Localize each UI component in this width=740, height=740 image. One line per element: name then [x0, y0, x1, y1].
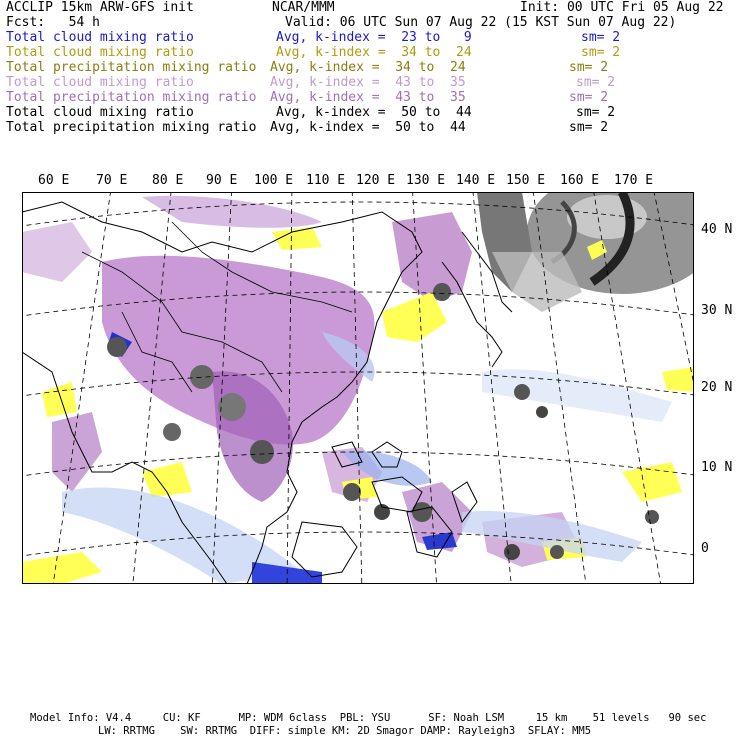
model-title: ACCLIP 15km ARW-GFS init	[6, 0, 194, 15]
model-info-line2: LW: RRTMG SW: RRTMG DIFF: simple KM: 2D Smagor DAMP: Rayleigh3 SFLAY: MM5	[98, 725, 592, 737]
model-info-line1: Model Info: V4.4 CU: KF MP: WDM 6class PBL: YSU SF: Noah LSM 15 km 51 levels 90 sec	[30, 712, 707, 724]
latitude-label: 40 N	[701, 222, 733, 237]
convection-cell	[645, 510, 659, 524]
latitude-label: 10 N	[701, 460, 733, 475]
field-name: Total precipitation mixing ratio	[6, 120, 257, 135]
field-smoothing: sm= 2	[581, 45, 621, 60]
convection-cell	[107, 337, 127, 357]
convection-cell	[433, 283, 451, 301]
longitude-label: 100 E	[254, 173, 294, 188]
field-name: Total cloud mixing ratio	[6, 75, 194, 90]
field-method: Avg, k-index = 23 to 9	[276, 30, 472, 45]
field-method: Avg, k-index = 43 to 35	[270, 75, 466, 90]
forecast-hour: Fcst: 54 h	[6, 15, 100, 30]
latitude-label: 0	[701, 541, 709, 556]
field-smoothing: sm= 2	[576, 105, 616, 120]
field-name: Total cloud mixing ratio	[6, 105, 194, 120]
field-smoothing: sm= 2	[569, 120, 609, 135]
longitude-label: 170 E	[614, 173, 654, 188]
convection-cell	[550, 545, 564, 559]
convection-cell	[163, 423, 181, 441]
convection-cell	[504, 544, 520, 560]
field-name: Total cloud mixing ratio	[6, 45, 194, 60]
field-smoothing: sm= 2	[581, 30, 621, 45]
field-method: Avg, k-index = 43 to 35	[270, 90, 466, 105]
longitude-label: 60 E	[38, 173, 70, 188]
field-method: Avg, k-index = 50 to 44	[270, 120, 466, 135]
field-name: Total precipitation mixing ratio	[6, 60, 257, 75]
longitude-label: 160 E	[560, 173, 600, 188]
cyclone-core	[567, 195, 647, 239]
field-name: Total cloud mixing ratio	[6, 30, 194, 45]
longitude-label: 70 E	[96, 173, 128, 188]
field-smoothing: sm= 2	[569, 90, 609, 105]
field-smoothing: sm= 2	[569, 60, 609, 75]
convection-cell	[250, 440, 274, 464]
latitude-label: 20 N	[701, 380, 733, 395]
longitude-label: 110 E	[306, 173, 346, 188]
convection-cell	[514, 384, 530, 400]
longitude-label: 150 E	[506, 173, 546, 188]
convection-cell	[343, 483, 361, 501]
center-label: NCAR/MMM	[272, 0, 335, 15]
weather-map	[22, 192, 694, 584]
longitude-label: 130 E	[406, 173, 446, 188]
convection-cell	[218, 393, 246, 421]
longitude-label: 80 E	[152, 173, 184, 188]
init-time: Init: 00 UTC Fri 05 Aug 22	[520, 0, 724, 15]
field-name: Total precipitation mixing ratio	[6, 90, 257, 105]
field-smoothing: sm= 2	[576, 75, 616, 90]
field-method: Avg, k-index = 34 to 24	[276, 45, 472, 60]
field-method: Avg, k-index = 34 to 24	[270, 60, 466, 75]
field-method: Avg, k-index = 50 to 44	[276, 105, 472, 120]
valid-time: Valid: 06 UTC Sun 07 Aug 22 (15 KST Sun 07 Aug 22)	[285, 15, 677, 30]
convection-cell	[536, 406, 548, 418]
longitude-label: 140 E	[456, 173, 496, 188]
longitude-label: 90 E	[206, 173, 238, 188]
latitude-label: 30 N	[701, 303, 733, 318]
longitude-label: 120 E	[356, 173, 396, 188]
